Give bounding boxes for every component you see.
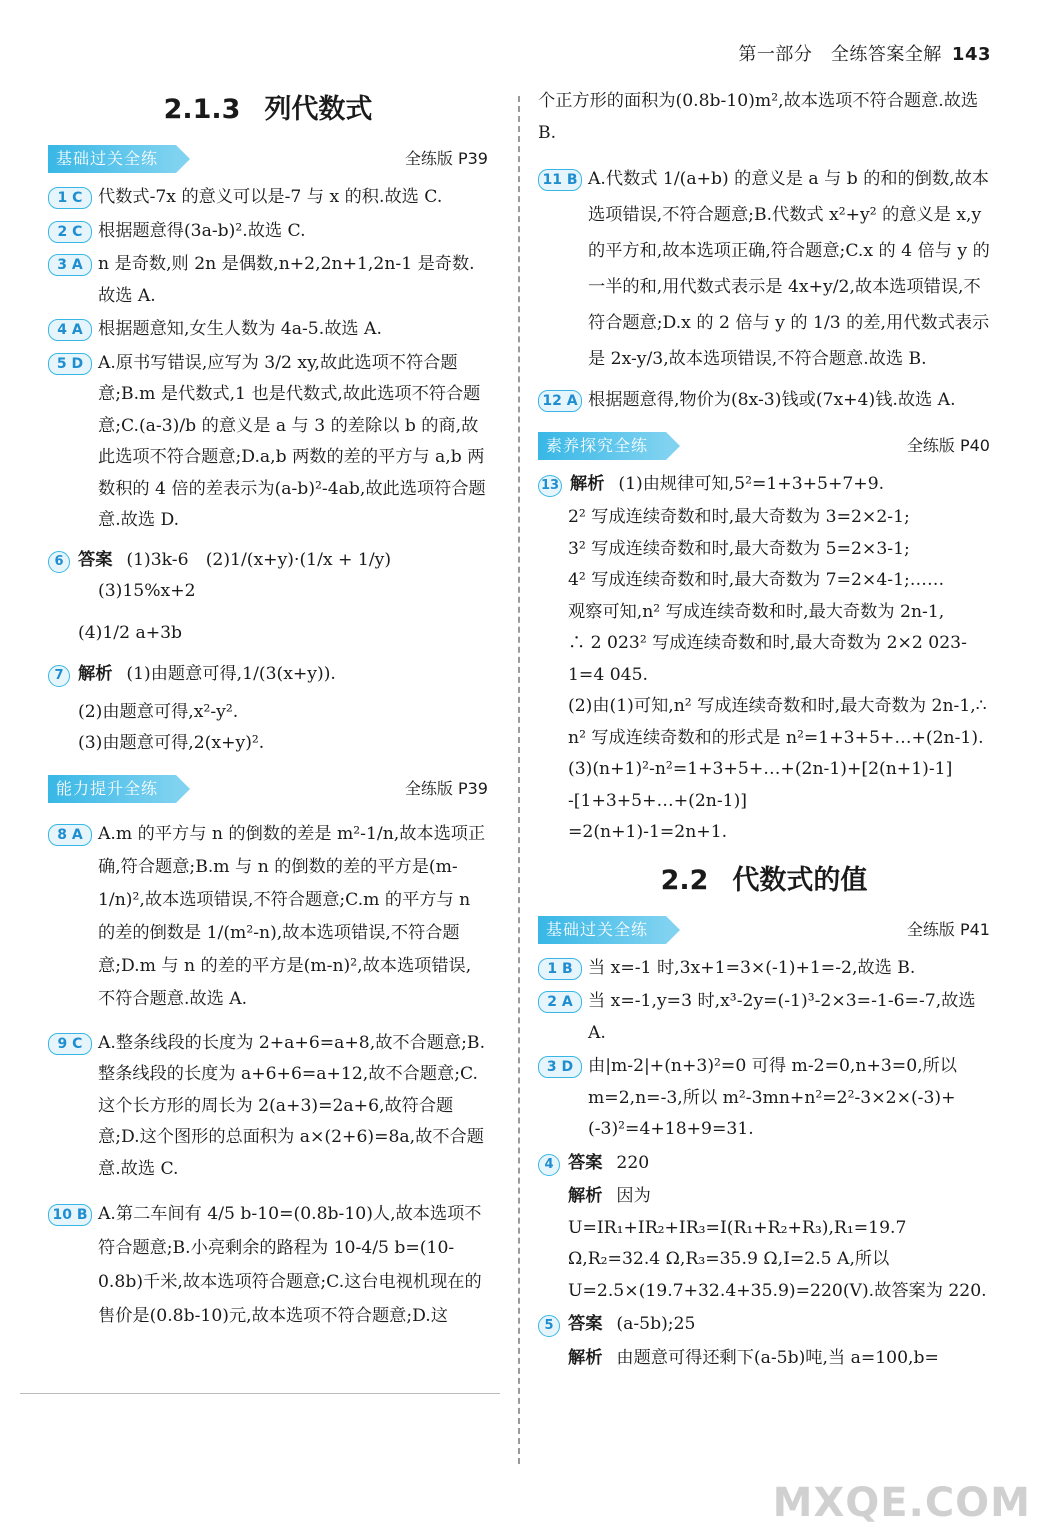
banner-ref: 全练版 P41 [906,919,990,939]
item-answer: 220 [616,1152,650,1173]
item-circle-badge: 7 [48,665,70,687]
answer-item-10 [48,1197,488,1333]
footer-rule [20,1393,500,1394]
page-header [738,40,991,66]
answer-item-7 [48,659,488,691]
item-text: 根据题意得,物价为(8x-3)钱或(7x+4)钱.故选 A. [588,390,956,410]
answer-item-13 [538,469,990,501]
banner-ability [48,772,488,806]
answer-item-3 [48,249,488,312]
answer-item-1 [48,182,488,214]
answer-item-22-3 [538,1051,990,1146]
answer-item-22-1 [538,953,990,985]
item-text: 根据题意得(3a-b)².故选 C. [98,220,306,241]
item-badge: 3 A [48,254,92,276]
answer-item-22-4 [538,1148,990,1180]
answer-item-6 [48,545,488,608]
analysis-label: 解析 [568,1347,603,1368]
item-13-line: =2(n+1)-1=2n+1. [568,822,728,842]
item-badge: 1 B [538,958,582,980]
answer-label: 答案 [568,1314,603,1334]
banner-label: 素养探究全练 [538,432,666,460]
item-13-line: 2² 写成连续奇数和时,最大奇数为 3=2×2-1; [568,507,910,527]
item-7-line2: (2)由题意可得,x²-y². [78,701,239,722]
item-text: A.整条线段的长度为 2+a+6=a+8,故不合题意;B.整条线段的长度为 a+6+6=a+12,故不合题意;C.这个长方形的周长为 2(a+3)=2a+6,故符合题意;D.这个图形的总面积为 a×(2+6)=8a,故不合题意.故选 C. [98,1032,486,1179]
item-badge: 1 C [48,187,92,209]
answer-item-22-4-analysis [538,1181,990,1307]
answer-item-2 [48,216,488,248]
item-text: A.代数式 1/(a+b) 的意义是 a 与 b 的和的倒数,故本选项错误,不符合题意;B.代数式 x²+y² 的意义是 x,y 的平方和,故本选项正确,符合题意;C.x 的 4 倍与 y 的一半的和,用代数式表示是 4x+y/2,故本选项错误,不符合题意;D.x 的 2 倍与 y 的 1/3 的差,用代数式表示是 2x-y/3,故本选项错误,不符合题意.故选 B. [588,169,990,369]
item-text: A.m 的平方与 n 的倒数的差是 m²-1/n,故本选项正确,符合题意;B.m 与 n 的倒数的差的平方是(m-1/n)²,故本选项错误,不符合题意;C.m 的平方与 n 的差的倒数是 1/(m²-n),故本选项错误,不符合题意;D.m 与 n 的差的平方是(m-n)²,故本选项错误,不符合题意.故选 A. [98,823,486,1009]
item-text: (1)3k-6 (2)1/(x+y)·(1/x + 1/y) (3)15%x+2 [98,549,409,601]
item-badge: 8 A [48,824,92,846]
header-section: 第一部分 全练答案全解 [738,44,942,65]
answer-item-11 [538,161,990,377]
section-title-213 [48,88,488,132]
item-text: (1)由题意可得,1/(3(x+y)). [126,664,336,684]
watermark-logo: MXQE.COM [772,1480,1031,1526]
banner-ref: 全练版 P40 [906,435,990,455]
analysis-label: 解析 [78,664,113,684]
banner-ref: 全练版 P39 [404,778,488,798]
answer-label: 答案 [568,1152,603,1173]
item-13-line: 观察可知,n² 写成连续奇数和时,最大奇数为 2n-1, [568,601,945,622]
banner-basic [48,142,488,176]
item-badge: 5 D [48,353,92,375]
answer-item-6-part4: (4)1/2 a+3b [78,622,183,643]
item-13-line: (3)(n+1)²-n²=1+3+5+…+(2n-1)+[2(n+1)-1] [568,759,953,779]
item-text: 当 x=-1,y=3 时,x³-2y=(-1)³-2×3=-1-6=-7,故选 A. [588,991,976,1043]
answer-item-22-2 [538,986,990,1049]
item-13-line: ∴ 2 023² 写成连续奇数和时,最大奇数为 2×2 023-1=4 045. [568,633,967,685]
item-badge: 10 B [48,1204,92,1226]
title-number: 2.2 [660,864,709,896]
left-column [48,86,488,1335]
item-text: n 是奇数,则 2n 是偶数,n+2,2n+1,2n-1 是奇数.故选 A. [98,254,475,306]
item-text: 当 x=-1 时,3x+1=3×(-1)+1=-2,故选 B. [588,957,916,978]
banner-label: 能力提升全练 [48,775,176,803]
title-text: 代数式的值 [732,864,868,896]
item-13-line: 4² 写成连续奇数和时,最大奇数为 7=2×4-1;…… [568,570,945,590]
item-text: 由|m-2|+(n+3)²=0 可得 m-2=0,n+3=0,所以 m=2,n=-3,所以 m²-3mn+n²=2²-3×2×(-3)+(-3)²=4+18+9=31. [588,1056,957,1139]
banner-ref: 全练版 P39 [404,149,488,169]
item-badge: 9 C [48,1033,92,1055]
item-13-line: (2)由(1)可知,n² 写成连续奇数和时,最大奇数为 2n-1,∴ n² 写成连续奇数和的形式是 n²=1+3+5+…+(2n-1). [568,696,987,748]
banner-basic-2 [538,913,990,947]
section-title-22 [538,859,990,903]
item-text: (1)由规律可知,5²=1+3+5+7+9. [618,473,885,494]
answer-item-22-5-analysis [538,1343,990,1375]
item-7-line3: (3)由题意可得,2(x+y)². [78,733,265,753]
item-circle-badge: 4 [538,1154,560,1176]
answer-item-22-5 [538,1309,990,1341]
item-text: 代数式-7x 的意义可以是-7 与 x 的积.故选 C. [98,187,443,207]
banner-label: 基础过关全练 [48,145,176,173]
title-text: 列代数式 [264,94,373,125]
item-text: A.原书写错误,应写为 3/2 xy,故此选项不符合题意;B.m 是代数式,1 也是代数式,故此选项不符合题意;C.(a-3)/b 的意义是 a 与 3 的差除以 b 的商,故此选项不符合题意;D.a,b 两数的差的平方与 a,b 两数积的 4 倍的差表示为(a-b)²-4ab,故此选项符合题意.故选 D. [98,352,486,530]
right-column [538,86,990,1376]
item-text: 根据题意知,女生人数为 4a-5.故选 A. [98,319,382,339]
banner-literacy [538,429,990,463]
title-number: 2.1.3 [163,94,241,125]
answer-item-9 [48,1028,488,1186]
item-13-line: -[1+3+5+…+(2n-1)] [568,790,747,811]
column-divider [518,96,520,1464]
item-badge: 2 C [48,221,92,243]
item-answer: (a-5b);25 [616,1314,696,1334]
analysis-label: 解析 [570,473,605,494]
item-text: 因为 U=IR₁+IR₂+IR₃=I(R₁+R₂+R₃),R₁=19.7 Ω,R₂=32.4 Ω,R₃=35.9 Ω,I=2.5 A,所以 U=2.5×(19.7+32.4+35.9)=220(V).故答案为 220. [568,1186,987,1301]
item-text: 由题意可得还剩下(a-5b)吨,当 a=100,b= [616,1347,939,1368]
item-badge: 4 A [48,319,92,341]
item-10-continued: 个正方形的面积为(0.8b-10)m²,故本选项不符合题意.故选 B. [538,91,979,143]
item-circle-badge: 13 [538,475,562,497]
answer-item-4 [48,314,488,346]
answer-item-5 [48,348,488,537]
answer-item-12 [538,385,990,417]
answer-label: 答案 [78,549,113,570]
page-number: 143 [951,44,991,65]
item-text: A.第二车间有 4/5 b-10=(0.8b-10)人,故本选项不符合题意;B.小亮剩余的路程为 10-4/5 b=(10-0.8b)千米,故本选项符合题意;C.这台电视机现在的售价是(0.8b-10)元,故本选项不符合题意;D.这 [98,1204,482,1326]
analysis-label: 解析 [568,1186,603,1206]
item-circle-badge: 5 [538,1315,560,1337]
answer-item-8 [48,818,488,1016]
item-badge: 2 A [538,991,582,1013]
item-circle-badge: 6 [48,551,70,573]
item-badge: 3 D [538,1056,582,1078]
item-13-line: 3² 写成连续奇数和时,最大奇数为 5=2×3-1; [568,538,910,559]
item-badge: 12 A [538,390,582,412]
item-badge: 11 B [538,169,582,191]
banner-label: 基础过关全练 [538,916,666,944]
